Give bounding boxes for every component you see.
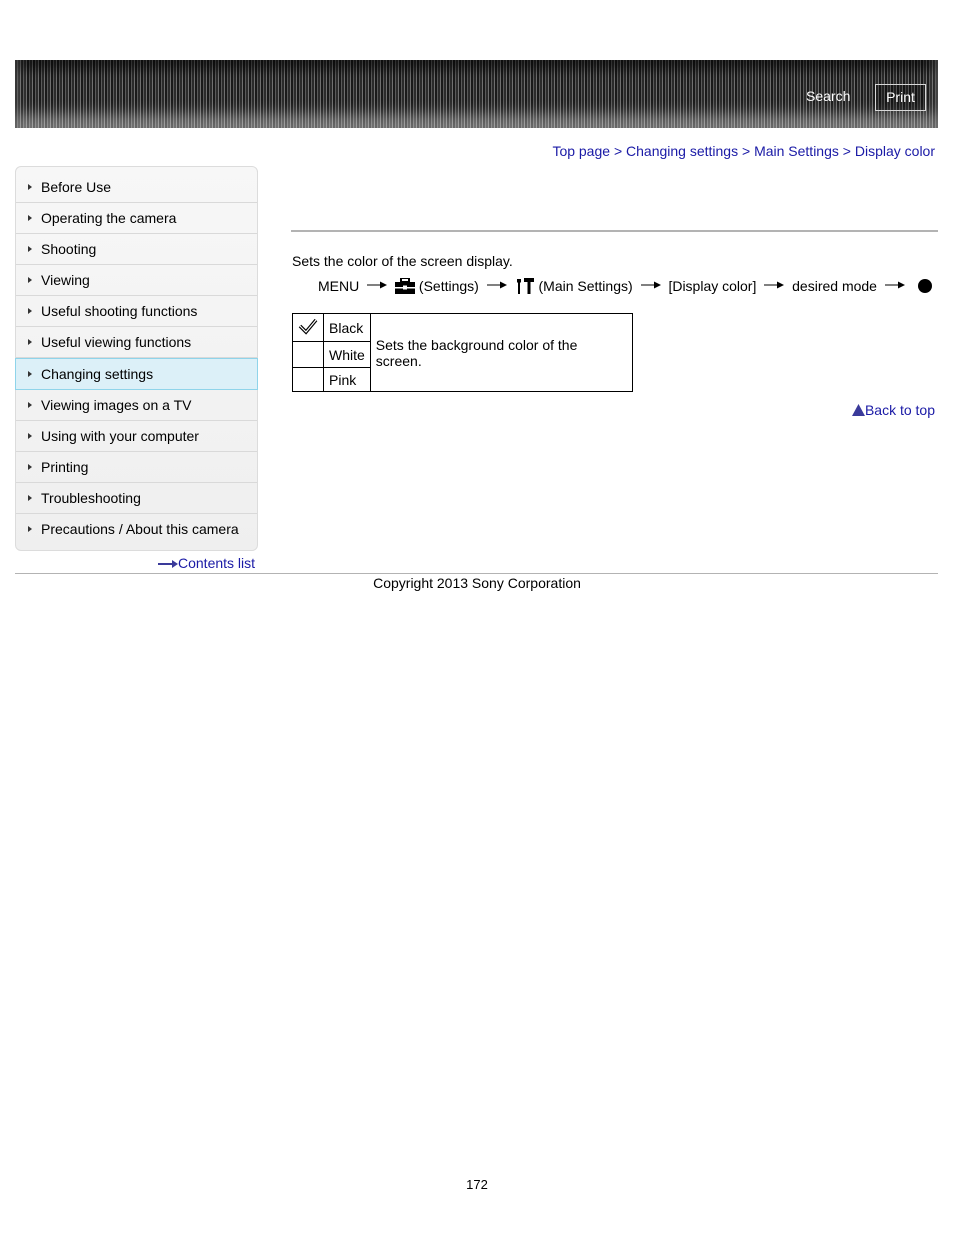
arrow-right-icon <box>487 280 507 290</box>
sidebar-item-label: Precautions / About this camera <box>41 521 239 537</box>
sidebar-item-label: Operating the camera <box>41 210 177 226</box>
main-settings-label: (Main Settings) <box>538 278 633 295</box>
sidebar-item-before-use[interactable] <box>16 172 257 203</box>
triangle-right-icon <box>28 526 32 532</box>
page-number: 172 <box>466 1177 488 1192</box>
desired-mode-label: desired mode <box>792 278 877 295</box>
sidebar-item-label: Shooting <box>41 241 97 257</box>
sidebar-item-troubleshooting[interactable] <box>16 483 257 514</box>
contents-list-link[interactable] <box>158 555 255 571</box>
triangle-right-icon <box>28 464 32 470</box>
triangle-right-icon <box>28 371 32 377</box>
breadcrumb-separator: > <box>842 143 851 159</box>
checkmark-icon <box>298 317 318 335</box>
breadcrumb <box>552 143 935 159</box>
center-button-icon <box>917 278 933 294</box>
sidebar-item-using-with-your-computer[interactable] <box>16 421 257 452</box>
triangle-right-icon <box>28 495 32 501</box>
sidebar-item-label: Troubleshooting <box>41 490 141 506</box>
option-black: Black <box>324 314 371 342</box>
selected-indicator-cell <box>293 314 324 342</box>
sidebar-item-useful-viewing-functions[interactable] <box>16 327 257 358</box>
sidebar-item-printing[interactable] <box>16 452 257 483</box>
option-white: White <box>324 342 371 368</box>
options-table <box>292 313 633 392</box>
triangle-right-icon <box>28 433 32 439</box>
triangle-right-icon <box>28 402 32 408</box>
arrow-right-icon <box>641 280 661 290</box>
breadcrumb-separator: > <box>613 143 623 159</box>
triangle-right-icon <box>28 184 32 190</box>
option-pink: Pink <box>324 368 371 392</box>
title-divider <box>291 230 938 232</box>
breadcrumb-changing-settings[interactable]: Changing settings <box>626 143 739 159</box>
sidebar-item-useful-shooting-functions[interactable] <box>16 296 257 327</box>
print-button[interactable]: Print <box>875 84 926 111</box>
sidebar-item-changing-settings[interactable] <box>15 358 258 390</box>
arrow-right-icon <box>367 280 387 290</box>
breadcrumb-separator: > <box>741 143 751 159</box>
triangle-right-icon <box>28 246 32 252</box>
display-color-label: [Display color] <box>668 278 757 295</box>
sidebar-item-label: Before Use <box>41 179 112 195</box>
menu-path <box>318 277 933 299</box>
header-bar <box>15 60 938 128</box>
contents-list-label: Contents list <box>178 555 256 571</box>
sidebar-item-viewing-images-on-a-tv[interactable] <box>16 390 257 421</box>
triangle-right-icon <box>28 277 32 283</box>
sidebar-item-operating-the-camera[interactable] <box>16 203 257 234</box>
breadcrumb-main-settings[interactable]: Main Settings <box>754 143 839 159</box>
back-to-top-link[interactable] <box>852 402 935 418</box>
sidebar-item-label: Using with your computer <box>41 428 199 444</box>
arrow-right-icon <box>158 560 178 568</box>
sidebar-item-precautions[interactable] <box>16 514 257 544</box>
indicator-cell <box>293 342 324 368</box>
triangle-right-icon <box>28 308 32 314</box>
breadcrumb-top-page[interactable]: Top page <box>552 143 611 159</box>
indicator-cell <box>293 368 324 392</box>
footer-divider <box>15 573 938 574</box>
sidebar-item-label: Printing <box>41 459 89 475</box>
triangle-right-icon <box>28 339 32 345</box>
option-description: Sets the background color of the screen. <box>370 314 632 392</box>
breadcrumb-display-color[interactable]: Display color <box>854 143 935 159</box>
triangle-right-icon <box>28 215 32 221</box>
search-link[interactable]: Search <box>806 88 851 104</box>
toolbox-icon <box>395 278 415 294</box>
page-description: Sets the color of the screen display. <box>292 253 513 269</box>
sidebar-item-label: Changing settings <box>41 366 154 382</box>
sidebar-nav <box>15 166 258 551</box>
copyright-text: Copyright 2013 Sony Corporation <box>373 575 581 591</box>
sidebar-item-label: Viewing images on a TV <box>41 397 192 413</box>
sidebar-item-shooting[interactable] <box>16 234 257 265</box>
sidebar-item-viewing[interactable] <box>16 265 257 296</box>
wrench-tool-icon <box>515 277 535 295</box>
triangle-up-icon <box>852 404 865 416</box>
arrow-right-icon <box>885 280 905 290</box>
sidebar-item-label: Viewing <box>41 272 90 288</box>
sidebar-item-label: Useful shooting functions <box>41 303 198 319</box>
settings-label: (Settings) <box>418 278 479 295</box>
back-to-top-label: Back to top <box>864 402 935 418</box>
arrow-right-icon <box>764 280 784 290</box>
sidebar-item-label: Useful viewing functions <box>41 334 192 350</box>
menu-label: MENU <box>318 278 360 295</box>
